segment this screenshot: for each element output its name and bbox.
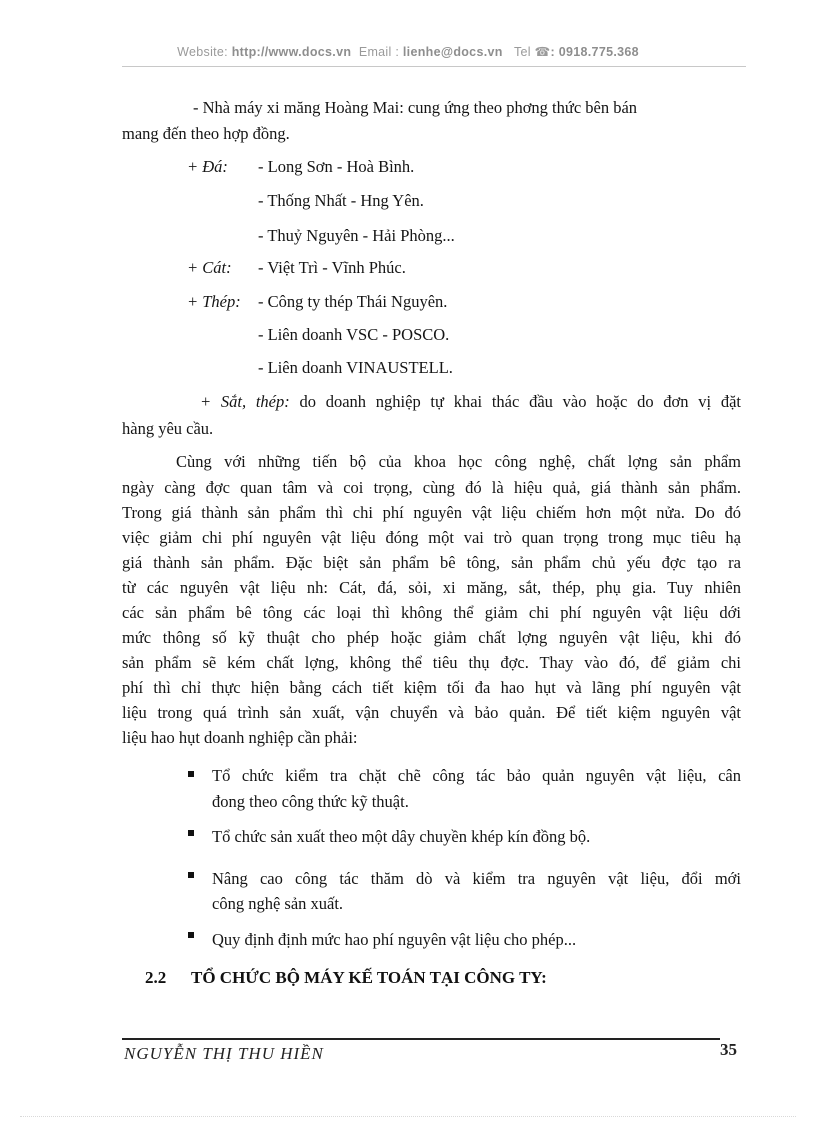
thep-item: - Liên doanh VSC - POSCO.: [258, 325, 450, 344]
intro-line-2: mang đến theo hợp đồng.: [122, 124, 290, 143]
paragraph-line: liệu trong quá trình sản xuất, vận chuyển và bảo quản. Để tiết kiệm nguyên vật: [122, 703, 741, 722]
thep-label: + Thép:: [187, 292, 241, 311]
paragraph-line: việc giảm chi phí nguyên vật liệu đóng một vai trò quan trọng trong mục tiêu hạ: [122, 528, 741, 547]
page-header: Website: http://www.docs.vn Email : lienhe@docs.vn Tel ☎: 0918.775.368: [177, 45, 639, 59]
paragraph-line: sản phẩm sẽ kém chất lợng, không thể tiêu thụ đợc. Thay vào đó, để giảm chi: [122, 653, 741, 672]
paragraph-line: ngày càng đợc quan tâm và coi trọng, cùng đó là hiệu quả, giá thành sản phẩm.: [122, 478, 741, 497]
bullet-text: Tổ chức sản xuất theo một dây chuyền khép kín đồng bộ.: [212, 827, 591, 846]
website-label: Website:: [177, 45, 228, 59]
bullet-text: công nghệ sản xuất.: [212, 894, 344, 913]
tel-label: Tel: [513, 45, 531, 59]
paragraph-line: Cùng với những tiến bộ của khoa học công nghệ, chất lợng sản phẩm: [176, 452, 741, 471]
intro-line-1: - Nhà máy xi măng Hoàng Mai: cung ứng theo phơng thức bên bán: [193, 98, 638, 117]
bullet-text: Nâng cao công tác thăm dò và kiểm tra nguyên vật liệu, đổi mới: [212, 869, 741, 888]
paragraph-line: Trong giá thành sản phẩm thì chi phí nguyên vật liệu chiếm hơn một nửa. Do đó: [122, 503, 741, 522]
email-link[interactable]: lienhe@docs.vn: [402, 45, 503, 59]
paragraph-line: từ các nguyên vật liệu nh: Cát, đá, sỏi, xi măng, sắt, thép, phụ gia. Tuy nhiên: [122, 578, 741, 597]
header-divider: [122, 66, 746, 67]
paragraph-line: mức thông số kỹ thuật cho phép hoặc giảm chất lợng nguyên vật liệu, khi đó: [122, 628, 741, 647]
website-link[interactable]: http://www.docs.vn: [231, 45, 352, 59]
cat-label: + Cát:: [187, 258, 232, 277]
bullet-square-icon: [188, 830, 194, 836]
bullet-square-icon: [188, 771, 194, 777]
bullet-square-icon: [188, 872, 194, 878]
paragraph-line: phí thì chỉ thực hiện bằng cách tiết kiệm tối đa hao hụt và lãng phí nguyên vật: [122, 678, 741, 697]
satthep-line-2: hàng yêu cầu.: [122, 419, 214, 438]
email-label: Email :: [358, 45, 400, 59]
bullet-square-icon: [188, 932, 194, 938]
cat-item: - Việt Trì - Vĩnh Phúc.: [258, 258, 406, 277]
section-heading: [145, 968, 547, 988]
satthep-label: + Sắt, thép:: [200, 392, 290, 411]
phone-number: 0918.775.368: [558, 45, 639, 59]
da-item: - Long Sơn - Hoà Bình.: [258, 157, 415, 176]
bullet-text: Quy định định mức hao phí nguyên vật liệu cho phép...: [212, 930, 577, 949]
da-label: + Đá:: [187, 157, 228, 176]
page-number: 35: [720, 1040, 737, 1059]
phone-icon: ☎: [534, 45, 551, 59]
bullet-text: Tổ chức kiểm tra chặt chẽ công tác bảo quản nguyên vật liệu, cân: [212, 766, 741, 785]
bullet-text: đong theo công thức kỹ thuật.: [212, 792, 409, 811]
da-item: - Thống Nhất - Hng Yên.: [258, 191, 424, 210]
paragraph-line: giá thành sản phẩm. Đặc biệt sản phẩm bê tông, sản phẩm chủ yếu đợc tạo ra: [122, 553, 741, 572]
satthep-text: do doanh nghiệp tự khai thác đầu vào hoặc do đơn vị đặt: [299, 392, 742, 411]
section-number: 2.2: [145, 968, 167, 987]
paragraph-line: liệu hao hụt doanh nghiệp cần phải:: [122, 728, 358, 747]
satthep-line-1: [200, 392, 741, 412]
paragraph-line: các sản phẩm bê tông các loại thì không thể giảm chi phí nguyên vật liệu dới: [122, 603, 741, 622]
page-bottom-dotted-line: [20, 1116, 796, 1117]
section-title: TỔ CHỨC BỘ MÁY KẾ TOÁN TẠI CÔNG TY:: [191, 968, 547, 987]
footer-divider: [122, 1038, 720, 1040]
thep-item: - Công ty thép Thái Nguyên.: [258, 292, 448, 311]
da-item: - Thuỷ Nguyên - Hải Phòng...: [258, 226, 455, 245]
thep-item: - Liên doanh VINAUSTELL.: [258, 358, 453, 377]
footer-author: NGUYỄN THỊ THU HIỀN: [124, 1044, 324, 1063]
